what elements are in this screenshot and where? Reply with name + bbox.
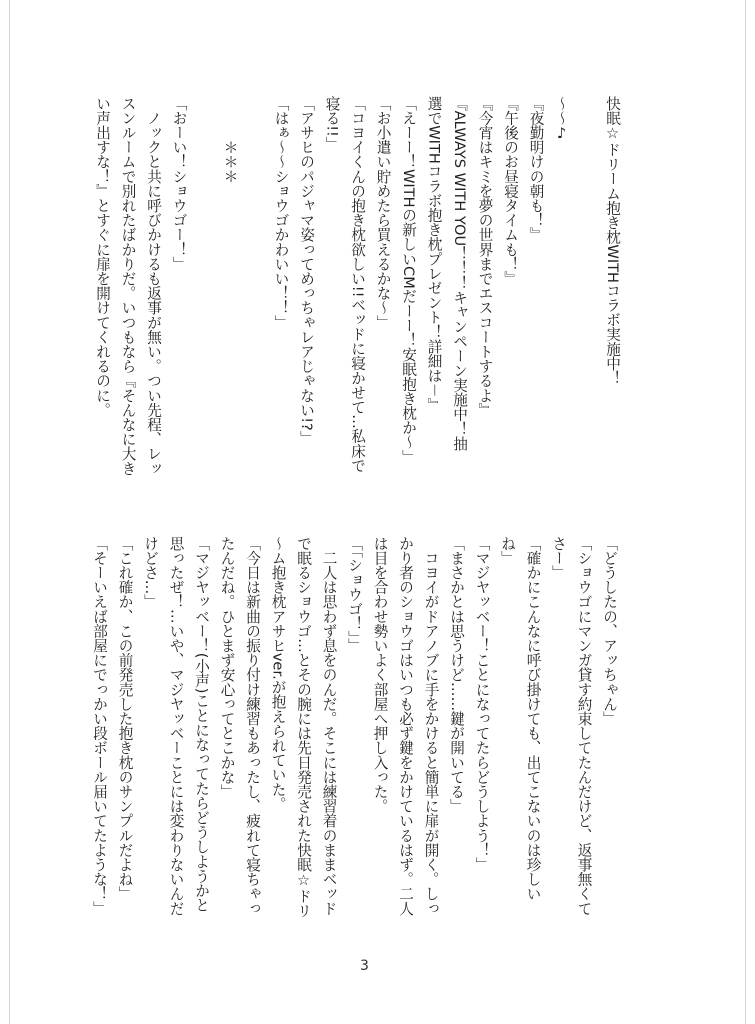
- text-line: たんだね。ひとまず安心ってとこかな」: [218, 536, 236, 799]
- text-line: で眠るショウゴ…とその腕には先日発売された快眠☆ドリ: [295, 536, 312, 918]
- text-line: 「アサヒのパジャマ姿ってめっちゃレアじゃない!?」: [298, 96, 315, 446]
- text-line: 「おーい！ショウゴー！」: [170, 96, 188, 272]
- text-line: 『夜勤明けの朝も！』: [527, 96, 545, 242]
- text-line: 「どうしたの、アッちゃん」: [601, 536, 618, 726]
- text-line: ～～♪: [553, 96, 570, 143]
- text-line: 「マジヤッベー！ことになってたらどうしよう！」: [473, 536, 491, 872]
- text-line: 「まさかとは思うけど……鍵が開いてる」: [448, 536, 465, 814]
- page-edge-right: [745, 0, 746, 1024]
- text-line: 「はぁ～～ショウゴかわいい！！」: [272, 96, 290, 330]
- text-line: コヨイがドアノブに手をかけると簡単に扉が開く。しっ: [422, 536, 440, 916]
- text-line: 「「ショウゴ！」」: [346, 536, 363, 653]
- text-line: 思ったぜ！…いや、マジヤッベーことには変わりないんだ: [167, 536, 185, 916]
- text-line: 『ALWAYS WITH YOU！！！キャンペーン実施中！抽: [451, 96, 468, 451]
- text-line: 「ショウゴにマンガ貸す約束してたんだけど、返事無くて: [575, 536, 593, 916]
- text-line: 「確かにこんなに呼び掛けても、出てこないのは珍しい: [524, 536, 542, 901]
- text-line: 「えーー！WITHの新しいCMだーー！安眠抱き枕か～」: [400, 96, 417, 465]
- text-line: さー」: [550, 536, 567, 580]
- page-edge-left: [9, 0, 10, 1024]
- text-line: 「お小遣い貯めたら買えるかな～」: [374, 96, 392, 330]
- text-block-upper: [90, 96, 626, 496]
- text-line: 寝る!!」: [323, 96, 341, 152]
- text-line: 「今日は新曲の振り付け練習もあったし、疲れて寝ちゃっ: [244, 536, 261, 916]
- text-line: 「そーいえば部屋にでっかい段ボール届いてたような！」: [91, 536, 108, 916]
- text-line: 『午後のお昼寝タイムも！』: [502, 96, 519, 286]
- text-line: ノックと共に呼びかけるも返事が無い。つい先程、レッ: [145, 96, 162, 476]
- text-line: 「マジヤッベー！(小声)ことになってたらどうしようかと: [193, 536, 210, 913]
- text-line: ～ム抱き枕アサヒver.が抱えられていた。: [269, 536, 287, 812]
- text-line: かり者のショウゴはいつも必ず鍵をかけているはず。二人: [397, 536, 414, 916]
- text-line: い声出すな！』とすぐに扉を開けてくれるのに。: [94, 96, 111, 418]
- text-line: 「コヨイくんの抱き枕欲しい!!ベッドに寝かせて…私床で: [349, 96, 366, 473]
- text-line: ＊＊＊: [221, 96, 239, 184]
- page-number: 3: [360, 958, 369, 974]
- text-line: スンルームで別れたばかりだ。いつもなら『そんなに大き: [119, 96, 137, 476]
- text-line: 「これ確か、この前発売した抱き枕のサンプルだよね」: [116, 536, 134, 901]
- text-line: [192, 96, 218, 496]
- text-line: 二人は思わず息をのんだ。そこには練習着のままベッド: [320, 536, 338, 916]
- text-line: 選でWITHコラボ抱き枕プレゼント！詳細は－』: [425, 96, 443, 413]
- text-line: 『今宵はキミを夢の世界までエスコートするよ』: [476, 96, 494, 418]
- text-line: けどさ…」: [142, 536, 159, 609]
- text-line: 快眠☆ドリーム抱き枕WITHコラボ実施中！: [604, 96, 621, 386]
- text-block-lower: [87, 536, 623, 936]
- text-line: ね」: [499, 536, 516, 566]
- text-line: [574, 96, 600, 496]
- text-line: [243, 96, 269, 496]
- text-line: は目を合わせ勢いよく部屋へ押し入った。: [371, 536, 389, 814]
